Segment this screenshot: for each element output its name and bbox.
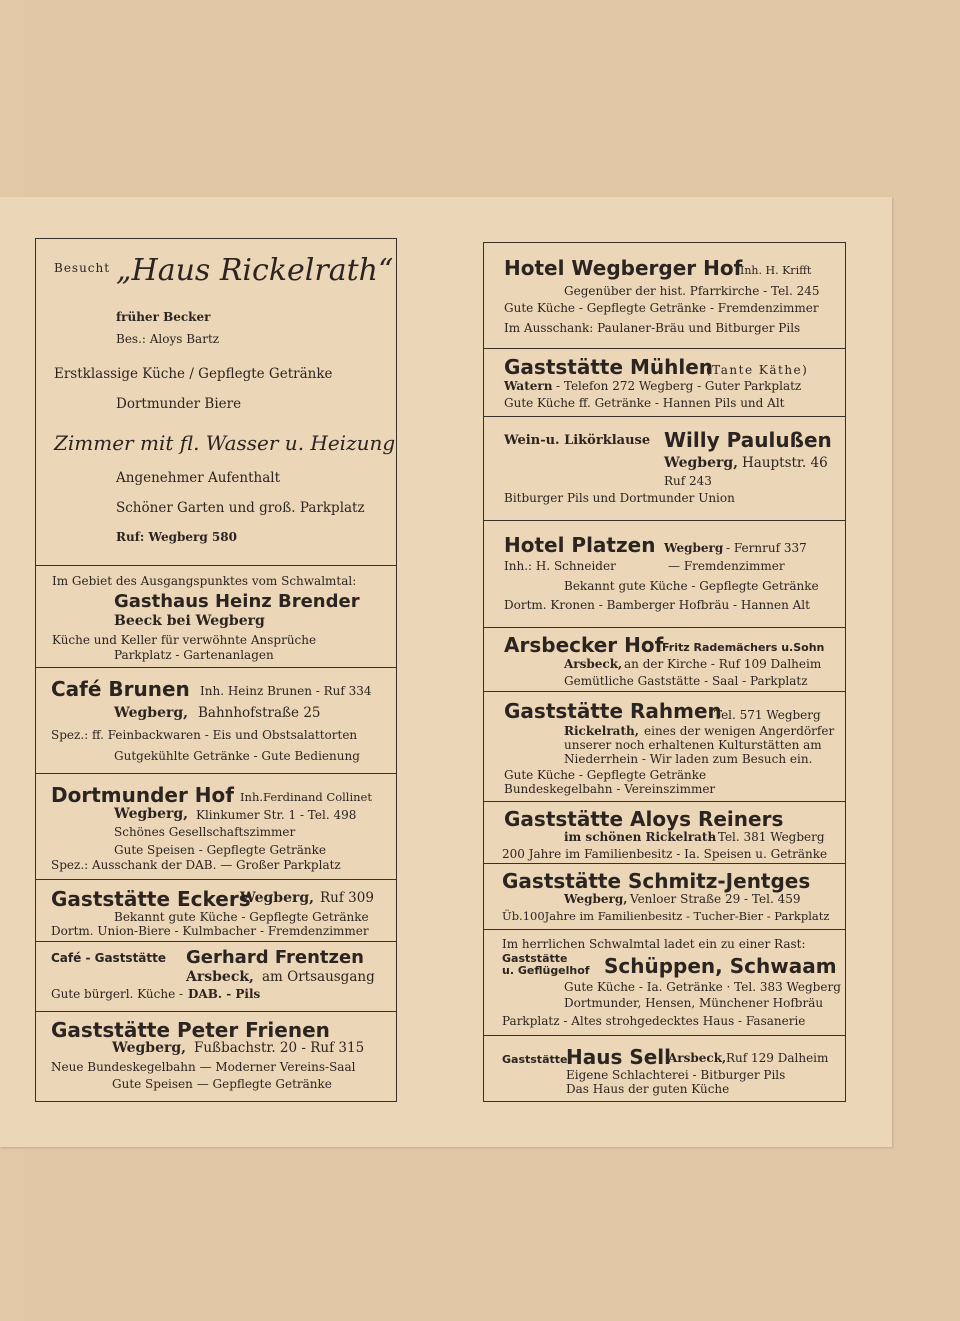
frentzen-title: Gerhard Frentzen [186,947,364,968]
left-advert-panel [35,238,397,1102]
frentzen-prefix: Café - Gaststätte [51,951,167,965]
rahmen-line3: Niederrhein - Wir laden zum Besuch ein. [564,752,813,766]
paulussen-title: Willy Paulußen [664,428,832,452]
paulussen-ruf: Ruf 243 [664,474,712,488]
brunen-inh: Inh. Heinz Brunen - Ruf 334 [200,684,372,698]
eckers-line2: Dortm. Union-Biere - Kulmbacher - Fremdenzimmer [51,924,369,938]
platzen-title: Hotel Platzen [504,533,656,557]
schmitz-ort: Wegberg, [564,892,628,906]
rahmen-line1: eines der wenigen Angerdörfer [644,724,835,738]
rahmen-tel: Tel. 571 Wegberg [714,708,821,722]
arsbecker-inh: Fritz Rademächers u.Sohn [662,641,825,654]
right-advert-panel [483,242,846,1102]
frueher-becker: früher Becker [116,310,211,324]
schueppen-prefix1: Gaststätte [502,952,568,965]
dortmunder-addr: Klinkumer Str. 1 - Tel. 498 [196,808,357,822]
ad-haus-rickelrath [36,239,396,565]
dortmunder-ort: Wegberg, [114,806,189,822]
ad-haus-sell [484,1035,845,1101]
schueppen-line2: Dortmunder, Hensen, Münchener Hofbräu [564,996,824,1010]
paulussen-addr: Hauptstr. 46 [742,455,828,471]
reiners-tel: - Tel. 381 Wegberg [710,830,825,844]
ad-hotel-platzen [484,520,845,627]
aufenthalt-line: Angenehmer Aufenthalt [116,470,281,486]
sell-ort: Arsbeck, [668,1051,727,1065]
brender-intro: Im Gebiet des Ausgangspunktes vom Schwalmtal: [52,574,357,588]
ad-frienen [36,1011,396,1101]
schueppen-line1: Gute Küche - Ia. Getränke · Tel. 383 Wegberg [564,980,841,994]
ad-paulussen [484,416,845,520]
muehlen-tante: (Tante Käthe) [706,363,809,377]
wegberger-line2: Gute Küche - Gepflegte Getränke - Fremdenzimmer [504,301,819,315]
ad-reiners [484,801,845,863]
ad-schmitz-jentges [484,863,845,929]
arsbecker-line1: Gemütliche Gaststätte - Saal - Parkplatz [564,674,808,688]
sell-line2: Das Haus der guten Küche [566,1082,730,1096]
platzen-line2: Dortm. Kronen - Bamberger Hofbräu - Hannen Alt [504,598,810,612]
paulussen-ort: Wegberg, [664,455,739,471]
dortmunder-line3: Spez.: Ausschank der DAB. — Großer Parkplatz [51,858,341,872]
brender-line2: Parkplatz - Gartenanlagen [114,648,274,662]
wegberger-inh: Inh. H. Krifft [740,264,812,277]
frentzen-line1b: DAB. - Pils [188,987,261,1001]
wegberger-title: Hotel Wegberger Hof [504,256,743,280]
ad-brender [36,565,396,667]
frienen-line2: Gute Speisen — Gepflegte Getränke [112,1077,332,1091]
schmitz-title: Gaststätte Schmitz-Jentges [502,869,811,893]
dortmunder-inh: Inh.Ferdinand Collinet [240,790,372,804]
brunen-addr: Bahnhofstraße 25 [198,705,321,721]
platzen-ort: Wegberg [664,541,724,555]
frentzen-ort: Arsbeck, [186,969,254,985]
wegberger-line1: Gegenüber der hist. Pfarrkirche - Tel. 245 [564,284,820,298]
ad-muehlen [484,348,845,416]
muehlen-line1: - Telefon 272 Wegberg - Guter Parkplatz [556,379,802,393]
ad-eckers [36,879,396,941]
frentzen-line1: Gute bürgerl. Küche - [51,987,184,1001]
ruf-line: Ruf: Wegberg 580 [116,530,237,544]
zimmer-line: Zimmer mit fl. Wasser u. Heizung [54,431,396,455]
wegberger-line3: Im Ausschank: Paulaner-Bräu und Bitburger Pils [504,321,801,335]
brender-ort: Beeck bei Wegberg [114,613,265,629]
muehlen-ort: Watern [504,379,553,393]
frentzen-addr: am Ortsausgang [262,969,375,985]
schmitz-line1: Üb.100Jahre im Familienbesitz - Tucher-Bier - Parkplatz [502,909,830,923]
eckers-ort: Wegberg, [240,890,315,906]
ad-wegberger-hof [484,243,845,348]
kueche-line: Erstklassige Küche / Gepflegte Getränke [54,366,333,382]
arsbecker-ort: Arsbeck, [564,657,623,671]
muehlen-title: Gaststätte Mühlen [504,355,714,379]
schmitz-addr: Venloer Straße 29 - Tel. 459 [630,892,801,906]
biere-line: Dortmunder Biere [116,396,242,412]
muehlen-line2: Gute Küche ff. Getränke - Hannen Pils und Alt [504,396,785,410]
eckers-line1: Bekannt gute Küche - Gepflegte Getränke [114,910,369,924]
brunen-line1: Spez.: ff. Feinbackwaren - Eis und Obstsalattorten [51,728,358,742]
haus-rickelrath-title: „Haus Rickelrath“ [116,253,394,288]
arsbecker-title: Arsbecker Hof [504,633,664,657]
brunen-title: Café Brunen [51,677,190,701]
dortmunder-line2: Gute Speisen - Gepflegte Getränke [114,843,326,857]
brender-title: Gasthaus Heinz Brender [114,591,360,612]
rahmen-ort: Rickelrath, [564,724,639,738]
brunen-line2: Gutgekühlte Getränke - Gute Bedienung [114,749,360,763]
eckers-ruf: Ruf 309 [320,890,374,906]
frienen-line1: Neue Bundeskegelbahn — Moderner Vereins-Saal [51,1060,356,1074]
sell-title: Haus Sell [566,1045,672,1069]
paulussen-line1: Bitburger Pils und Dortmunder Union [504,491,735,505]
platzen-inh: Inh.: H. Schneider [504,559,616,573]
sell-ruf: Ruf 129 Dalheim [726,1051,829,1065]
rahmen-title: Gaststätte Rahmen [504,699,722,723]
sell-prefix: Gaststätte [502,1053,568,1066]
eckers-title: Gaststätte Eckers [51,887,251,911]
garten-line: Schöner Garten und groß. Parkplatz [116,500,365,516]
ad-dortmunder-hof [36,773,396,879]
rahmen-line2: unserer noch erhaltenen Kulturstätten am [564,738,822,752]
schueppen-prefix2: u. Geflügelhof [502,964,590,977]
platzen-line1: Bekannt gute Küche - Gepflegte Getränke [564,579,819,593]
ad-cafe-brunen [36,667,396,773]
dortmunder-line1: Schönes Gesellschaftszimmer [114,825,296,839]
schueppen-line3: Parkplatz - Altes strohgedecktes Haus - Fasanerie [502,1014,806,1028]
paulussen-prefix: Wein-u. Likörklause [504,433,651,448]
ad-frentzen [36,941,396,1011]
dortmunder-title: Dortmunder Hof [51,783,234,807]
arsbecker-addr: an der Kirche - Ruf 109 Dalheim [624,657,822,671]
sell-line1: Eigene Schlachterei - Bitburger Pils [566,1068,786,1082]
ad-schueppen [484,929,845,1035]
reiners-ort: im schönen Rickelrath [564,830,717,844]
platzen-fremden: — Fremdenzimmer [668,559,785,573]
frienen-title: Gaststätte Peter Frienen [51,1018,330,1042]
rahmen-line4: Gute Küche - Gepflegte Getränke [504,768,707,782]
frienen-ort: Wegberg, [112,1040,187,1056]
reiners-title: Gaststätte Aloys Reiners [504,807,784,831]
schueppen-title: Schüppen, Schwaam [604,954,837,978]
rahmen-line5: Bundeskegelbahn - Vereinszimmer [504,782,716,796]
reiners-line1: 200 Jahre im Familienbesitz - Ia. Speisen u. Getränke [502,847,828,861]
ad-rahmen [484,691,845,801]
ad-arsbecker-hof [484,627,845,691]
owner-line: Bes.: Aloys Bartz [116,332,220,346]
besucht-label: Besucht [54,261,111,275]
brender-line1: Küche und Keller für verwöhnte Ansprüche [52,633,317,647]
brunen-ort: Wegberg, [114,705,189,721]
frienen-addr: Fußbachstr. 20 - Ruf 315 [194,1040,365,1056]
platzen-ruf: - Fernruf 337 [726,541,807,555]
schueppen-intro: Im herrlichen Schwalmtal ladet ein zu einer Rast: [502,937,806,951]
